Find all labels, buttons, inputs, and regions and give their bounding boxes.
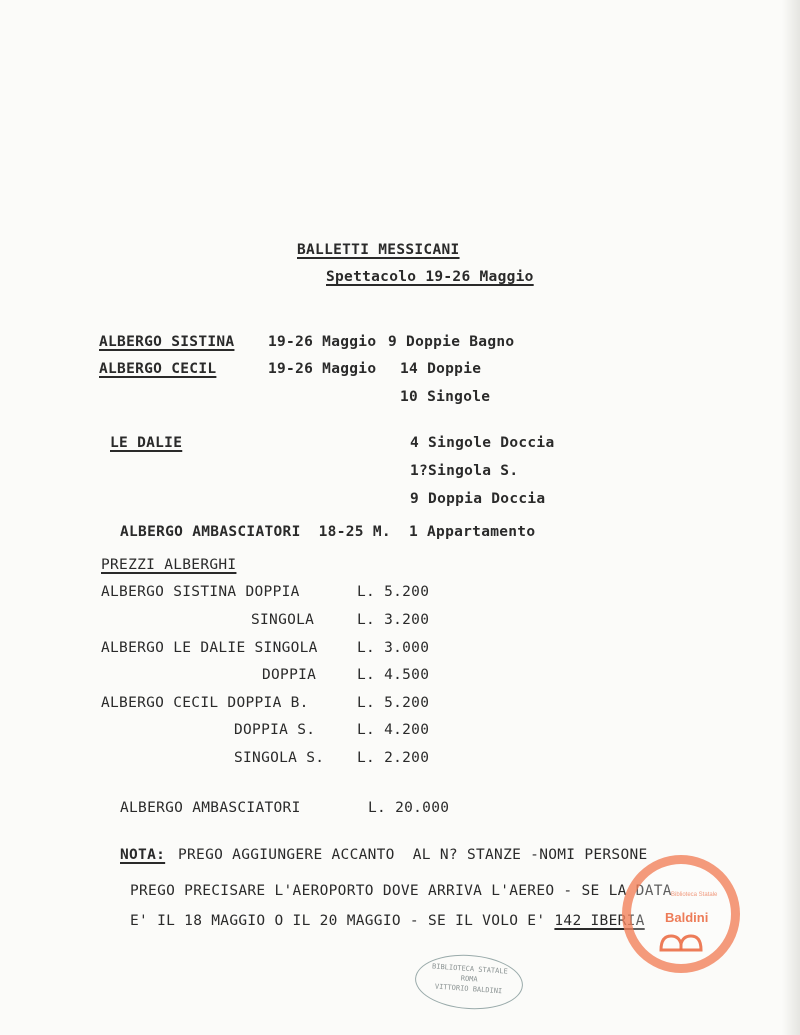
stamp-line-2: ROMA (460, 974, 478, 984)
note-flight-number: 142 IBERIA (554, 913, 645, 929)
note-line-1: PREGO AGGIUNGERE ACCANTO AL N? STANZE -NOMI PERSONE (178, 847, 648, 863)
booking-ambasciatori-line: ALBERGO AMBASCIATORI 18-25 M. 1 Appartamento (120, 524, 536, 540)
open-book-icon (659, 930, 703, 952)
document-title: BALLETTI MESSICANI (297, 242, 460, 258)
price-label-sistina-singola: SINGOLA (251, 612, 315, 628)
logo-name: Baldini (665, 910, 709, 925)
booking-rooms-sistina: 9 Doppie Bagno (388, 334, 515, 350)
price-label-cecil-doppia-s: DOPPIA S. (234, 722, 316, 738)
price-label-dalie-singola: ALBERGO LE DALIE SINGOLA (101, 640, 318, 656)
price-label-sistina-doppia: ALBERGO SISTINA DOPPIA (101, 584, 300, 600)
booking-rooms-dalie-singola: 1?Singola S. (410, 463, 519, 479)
stamp-line-3: VITTORIO BALDINI (434, 982, 503, 996)
note-line-3 (130, 912, 645, 930)
price-value-sistina-singola: L. 3.200 (357, 612, 430, 628)
booking-hotel-cecil: ALBERGO CECIL (99, 361, 217, 377)
price-value-cecil-singola-s: L. 2.200 (357, 750, 430, 766)
document-subtitle: Spettacolo 19-26 Maggio (326, 269, 534, 285)
price-label-dalie-doppia: DOPPIA (262, 667, 317, 683)
booking-rooms-dalie-singole: 4 Singole Doccia (410, 435, 555, 451)
booking-rooms-dalie-doppia: 9 Doppia Doccia (410, 491, 546, 507)
booking-hotel-sistina: ALBERGO SISTINA (99, 334, 235, 350)
price-value-dalie-doppia: L. 4.500 (357, 667, 430, 683)
booking-rooms-cecil-singole: 10 Singole (400, 389, 491, 405)
price-label-cecil-doppia-b: ALBERGO CECIL DOPPIA B. (101, 695, 309, 711)
note-label: NOTA: (120, 847, 166, 863)
price-label-cecil-singola-s: SINGOLA S. (234, 750, 325, 766)
price-value-dalie-singola: L. 3.000 (357, 640, 430, 656)
note-line-3-text: E' IL 18 MAGGIO O IL 20 MAGGIO - SE IL VOLO E' (130, 913, 555, 929)
price-label-ambasciatori: ALBERGO AMBASCIATORI (120, 800, 301, 816)
booking-dates-cecil: 19-26 Maggio (268, 361, 377, 377)
price-value-cecil-doppia-s: L. 4.200 (357, 722, 430, 738)
stamp-line-1: BIBLIOTECA STATALE (431, 962, 509, 976)
scan-edge-shadow (782, 0, 800, 1035)
booking-dates-sistina: 19-26 Maggio (268, 334, 377, 350)
booking-rooms-cecil-doppie: 14 Doppie (400, 361, 482, 377)
library-stamp (413, 951, 525, 1012)
price-value-cecil-doppia-b: L. 5.200 (357, 695, 430, 711)
logo-caption: Biblioteca Statale (671, 892, 718, 898)
prices-heading: PREZZI ALBERGHI (101, 557, 237, 573)
baldini-logo (622, 855, 740, 973)
price-value-ambasciatori: L. 20.000 (368, 800, 450, 816)
note-line-2: PREGO PRECISARE L'AEROPORTO DOVE ARRIVA L'AEREO - SE LA DATA (130, 883, 672, 899)
price-value-sistina-doppia: L. 5.200 (357, 584, 430, 600)
booking-hotel-dalie: LE DALIE (110, 435, 183, 451)
